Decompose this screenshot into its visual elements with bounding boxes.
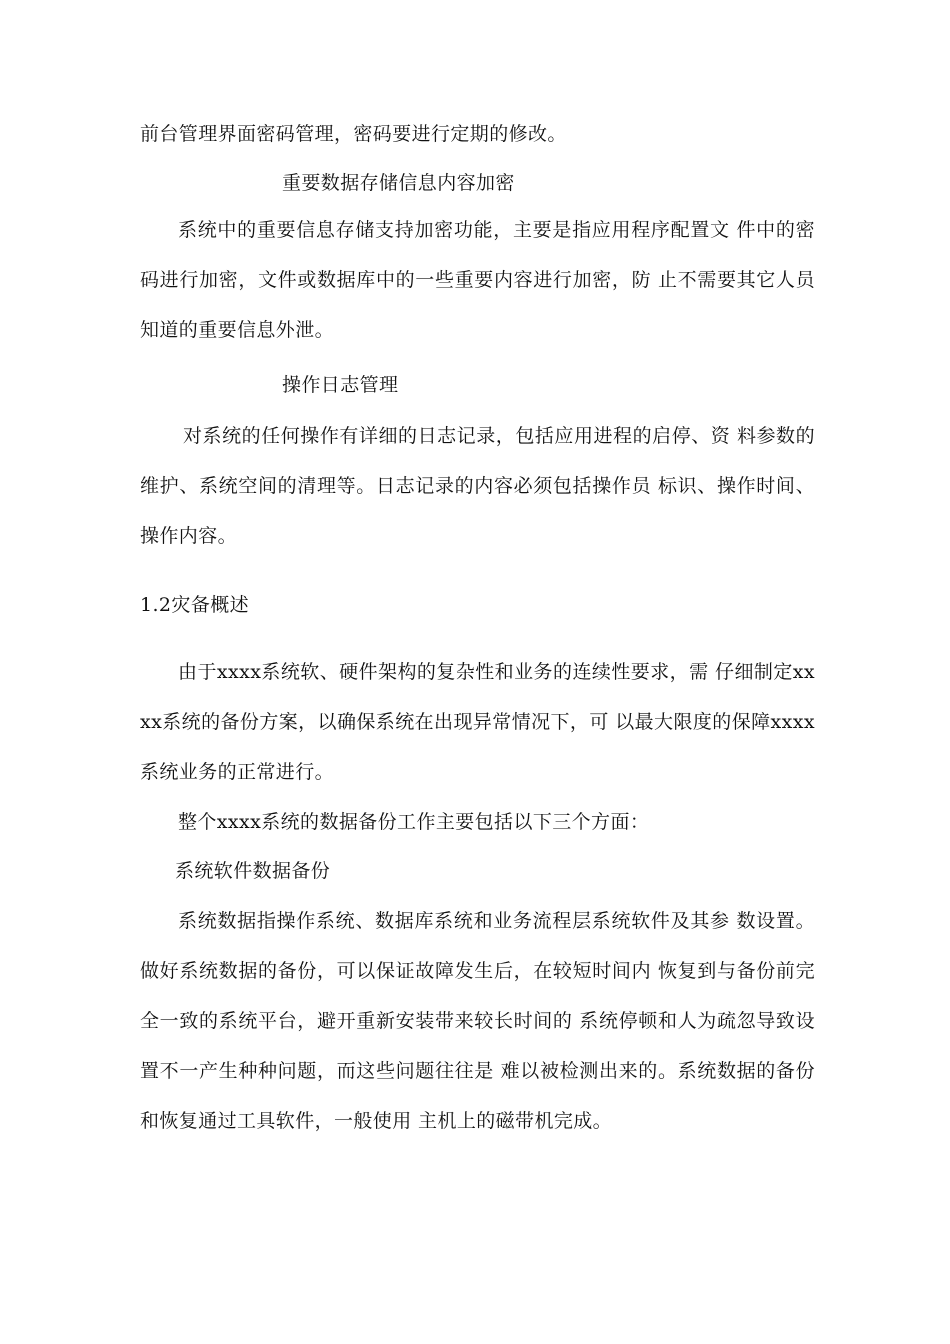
heading-system-software-backup: 系统软件数据备份 [175,860,331,882]
paragraph-password-management: 前台管理界面密码管理，密码要进行定期的修改。 [140,123,567,145]
heading-operation-log: 操作日志管理 [282,374,399,396]
paragraph-backup-intro: 由于xxxx系统软、硬件架构的复杂性和业务的连续性要求，需 仔细制定xxxx系统的备份方案，以确保系统在出现异常情况下，可 以最大限度的保障xxxx系统业务的正常进行。 [140,661,815,783]
section-heading-disaster-backup: 1.2灾备概述 [140,594,250,616]
paragraph-backup-scope: 整个xxxx系统的数据备份工作主要包括以下三个方面： [178,811,650,833]
paragraph-system-software-backup: 系统数据指操作系统、数据库系统和业务流程层系统软件及其参 数设置。做好系统数据的备份，可以保证故障发生后，在较短时间内 恢复到与备份前完全一致的系统平台，避开重新安装带来较长时间的 系统停顿和人为疏忽导致设置不一产生种种问题，而这些问题往往是 难以被检测出来的。系统数据的备份和恢复通过工具软件，一般使用 主机上的磁带机完成。 [140,910,815,1132]
paragraph-operation-log: 对系统的任何操作有详细的日志记录，包括应用进程的启停、资 料参数的维护、系统空间的清理等。日志记录的内容必须包括操作员 标识、操作时间、操作内容。 [140,425,815,547]
heading-data-encryption: 重要数据存储信息内容加密 [282,172,515,194]
paragraph-data-encryption: 系统中的重要信息存储支持加密功能，主要是指应用程序配置文 件中的密码进行加密，文件或数据库中的一些重要内容进行加密，防 止不需要其它人员知道的重要信息外泄。 [140,219,815,341]
